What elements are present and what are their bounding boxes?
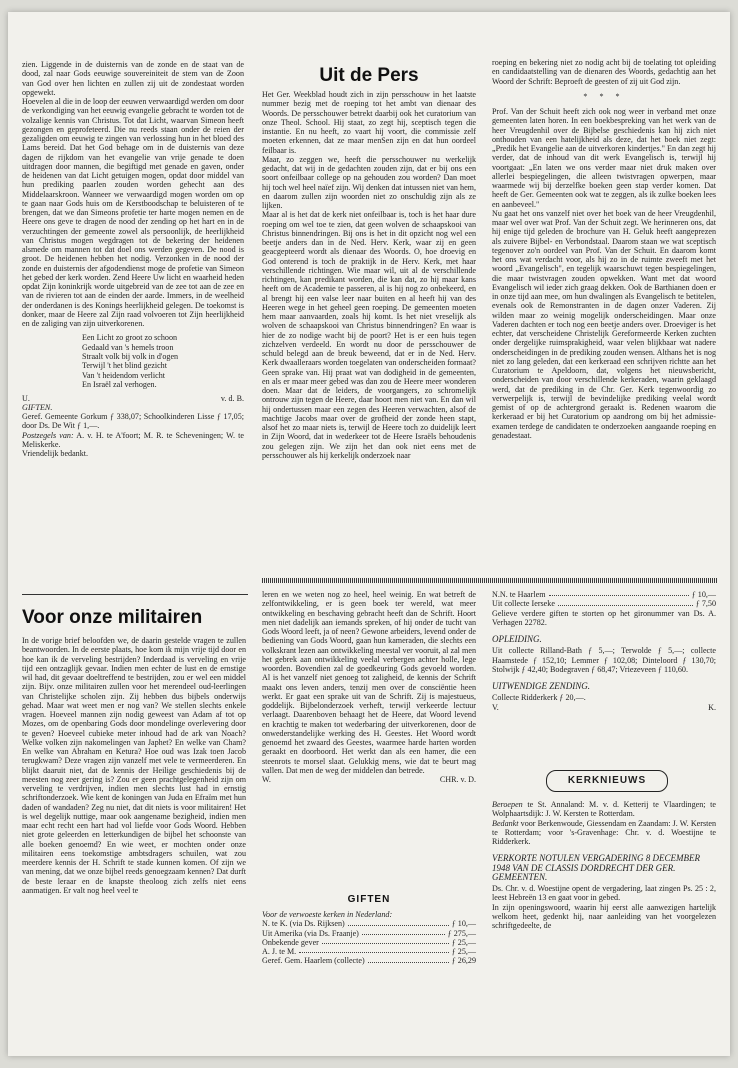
bedankt-label: Bedankt [492,818,519,828]
paragraph: Het Ger. Weekblad houdt zich in zijn persschouw in het laatste nummer bezig met de roeping tot het ambt van dienaar des Woords. De persschouwer betrekt daarbij ook het curatorium van onze Theol. School. Hij staat, zo zegt hij, sceptisch tegen die instantie. En nu heeft, zo vaart hij voort, die commissie zelf moeten erkennen, dat ze maar menSen zijn en dat hun oordeel feilbaar is. [262,90,476,155]
poem-line: Gedaald van 's hemels troon [82,342,174,352]
paragraph: Prof. Van der Schuit heeft zich ook nog weer in verband met onze gemeenten laten horen. In een boekbespreking van het werk van de heer Vreugdenhil over de Bijbelse geschiedenis kan hij zich niet onthouden van een hatelijkheid als deze, dat het boek niet zegt: „Predik het Evangelie aan de uitverkoren kindertjes." En dan zegt hij verder, dat de inhoud van dit werk Evangelisch is, terwijl hij voortgaat: „En laten we ons verder maar niet druk maken over allerlei bespiegelingen, die alleen twistvragen opwerpen, maar waarmede wij bij derzelfke boeken geen stap verder komen. Dat heeft de Ger. Gemeenten ook wat te zeggen, als ik zulke boeken lees en aanbeveel." [492,107,716,209]
gift-label: N.N. te Haarlem [492,590,546,599]
thanks-text: Vriendelijk bedankt. [22,449,89,459]
poem-line: En Israël zal verhogen. [82,380,157,390]
postzegels-text [22,431,244,450]
signature-left: V. [492,702,499,712]
gift-label: Geref. Gem. Haarlem (collecte) [262,956,365,966]
leader-dots [348,919,449,925]
opleiding-heading: OPLEIDING. [492,634,542,644]
separator-stars: * * * [583,91,625,101]
leader-dots [558,599,693,605]
bedankt-value: voor Berkenwoude, Giessendam en Zaandam: J. W. Kersten te Rotterdam; voor 's-Gravenhage: Chr. v. d. Woestijne te Ridderkerk. [492,818,716,846]
paragraph: Maar, zo zeggen we, heeft die persschouwer nu werkelijk gedacht, dat wij in de gedachten zouden zijn, dat er bij ons een soort onfeilbaar college op na gehouden zou worden? Dan moet hij toch wel heel naïef zijn. Wij denken dat intussen niet van hem, en daarom zullen zijn woorden niet zo onschuldig zijn als ze lijken. [262,154,476,210]
poem-line: Een Licht zo groot zo schoon [82,333,178,343]
signature-right: CHR. v. D. [439,775,476,784]
column-1-top [22,60,244,458]
list-item [262,947,476,956]
gift-label: N. te K. (via Ds. Rijksen) [262,919,345,929]
giften-list [262,910,476,966]
zending-text: Collecte Ridderkerk ƒ 20,—. [492,693,586,703]
signature-left: W. [262,775,271,784]
beroepen-text [492,800,716,819]
column-1-bottom [22,636,246,895]
column-3-bottom [492,590,716,712]
gift-amount: ƒ 26,29 [451,956,476,966]
poem-line: Van 't heidendom verlicht [82,370,166,380]
gift-amount: ƒ 275,— [447,928,476,938]
newspaper-page [8,12,730,1056]
bedankt-text [492,819,716,847]
poem-line: Terwijl 't het blind gezicht [82,361,167,371]
column-3-top [492,58,716,440]
section-title-giften: GIFTEN [347,894,391,905]
leader-dots [368,956,449,962]
column-2-top [262,90,476,460]
giro-text: Gelieve verdere giften te storten op het gironummer van Ds. A. Verhagen 22782. [492,608,716,627]
paragraph: Maar al is het dat de kerk niet onfeilbaar is, toch is het haar dure roeping om wel toe te zien, dat geen wolven de schaapskooi van Christus binnendringen. Bij ons is het in dit opzicht nog wel een beetje anders dan in de Ned. Herv. Kerk, waar zij en geen geacgepteerd wordt als dienaar des Woords. O, hoe droevig en God onterend is toch de praktijk in de Herv. Kerk, met haar verschillende richtingen. Wie maar wil, uit al de verschillende richtingen, kan predikant worden, die kan dat, zo hij maar kans heeft om de Academie te passeren, al is hij nog zo onbekeerd, en al brengt hij een valse leer naar buiten en al heeft hij van des Heeren wege in het geheel geen roeping. De gemeenten moeten hem maar aanvaarden, zoals hij komt. Is het niet vreselijk als wolven de schaapskooi van Christus binnendringen? En waar is hier de zo nodige wacht bij de poort? Het is er een huis tegen zichzelven verdeeld. En wordt nu door de persschouwer de schuld belegd aan de breuk beweend, dat er in de Ned. Herv. Kerk dwaalleraars worden toegelaten van onderscheiden formaat? Geen sprake van. Hij praat wat van dodigheid in de gemeenten, en als er maar meer gebed was dan zou de Heere meer wonderen doen. Maar dat de leiders, de voorgangers, zo schromelijk ontrouw zijn tegen de Heere, daar hoort men niet van. En dan wil hij ondertussen maar een zegen des Heeren verwachten, alsof de machtige Jacobs maar over de grofheid der zonde heen stapt, alsof het zo maar niets is, terwijl de Heere toch zo duidelijk leert in Zijn Woord, dat in wederkeer tot de Heere Israëls behoudenis zou gelegen zijn. We zijn het dan ook niet eens met de persschouwer als hij kerkelijk onderzoek naar [262,210,476,460]
list-item [262,919,476,928]
gift-amount: ƒ 7,50 [695,599,716,609]
postzegels-label: Postzegels van: [22,430,74,440]
paragraph: In zijn openingswoord, waarin hij eerst alle aanwezigen hartelijk welkom heet, gedenkt hij, naar aanleiding van het voorgelezen schriftgedeelte, de [492,902,716,930]
postzegels-value: A. v. H. te A'foort; M. R. te Scheveningen; W. te Meliskerke. [22,430,244,449]
section-title-voor-onze-militairen: Voor onze militairen [22,607,203,628]
giften-subtitle: Voor de verwoeste kerken in Nederland: [262,910,393,919]
paragraph: Hoevelen al die in de loop der eeuwen verwaardigd werden om door de verkondiging van het eeuwig evangelie gebracht te worden tot de volzalige kennis van Christus. Tot dat Licht, waarvan Simeon heeft gezongen en geprofeteerd. Die nu reeds staan onder de reien der gezaligden om eeuwig te zingen van verlossing hun in het bloed des Lams bereid. Dat het God behage om in de duisternis van deze dagen de rijkdom van het evangelie van vrije genade te doen uitdragen door mannen, die begiftigd met genade en gaven, onder de heidenen van dat Licht getuigen mogen, opdat door middel van hun prediking paarlen zouden worden gehecht aan des Middelaarskroon. Wanneer we verwaardigd mogen worden om op te gaan naar Gods huis om de Kerstboodschap te beluisteren of te brengen, dat we dan Simeons profetie ter harte mogen nemen en de Heere ons geve te dragen de nood der zending op het hart en in de verzuchtingen der gemeente zowel als persoonlijk, de heerlijkheid van Christus mogen wegdragen tot de bekering der heidenen alsmede om mannen tot dat doel ons werden gegeven. De nood is groot. De heidenen hebben het nodig. Verzonken in de nood der zonde en duisternis der afgodendienst moge de profetie van Simeon het gebed der kerk worden. Zend Heere Uw licht en waarheid heden opdat Zijn koninkrijk worde uitgebreid van de zee tot aan de zee en van de rivieren tot aan de einden der aarde. Immers, in de weelheid der onderdanen is des Konings heerlijkheid gelegen. De toekomst is donker, maar de Heere zal Zijn raad volvoeren tot Zijn heerlijkheid en de zaliging van zijn uitverkorenen. [22,97,244,328]
signature-left: U. [22,393,30,403]
giften-heading: GIFTEN. [22,402,53,412]
section-title-uit-de-pers: Uit de Pers [319,65,419,86]
poem [82,333,244,389]
poem-line: Straalt volk bij volk in d'ogen [82,352,179,362]
column-2-bottom [262,590,476,784]
beroepen-label: Beroepen [492,800,523,809]
list-item [492,590,716,599]
leader-dots [299,947,449,953]
gift-amount: ƒ 25,— [451,947,476,956]
beroepen-value: te St. Annaland: M. v. d. Ketterij te Vlaardingen; te Wolphaartsdijk: J. W. Kersten te Rotterdam. [492,800,716,819]
signature [262,775,476,784]
leader-dots [322,938,449,944]
giften-text: Geref. Gemeente Gorkum ƒ 338,07; Schoolkinderen Lisse ƒ 17,05; door Ds. De Wit ƒ 1,—. [22,412,244,431]
gift-label: Uit Amerika (via Ds. Fraanje) [262,928,359,938]
kerknieuws-badge: KERKNIEUWS [546,770,668,792]
gift-amount: ƒ 10,— [691,590,716,599]
leader-dots [362,929,445,935]
leader-dots [549,590,689,596]
gift-label: Uit collecte Ierseke [492,599,555,609]
gift-amount: ƒ 25,— [451,937,476,947]
zending-heading: UITWENDIGE ZENDING. [492,681,590,691]
paragraph: zien. Liggende in de duisternis van de zonde en de staat van de dood, zal naar Gods eeuwige souvereiniteit de stem van de Zoon van God over hen lichten en zullen zij uit de zondestaat worden opgewekt. [22,60,244,97]
list-item [262,929,476,938]
gift-label: Onbekende gever [262,937,319,947]
divider-band [262,578,718,583]
paragraph: leren en we weten nog zo heel, heel weinig. En wat betreft de zelfontwikkeling, er is geen boek ter wereld, wat meer ontwikkeling en beschaving gebracht heeft dan de Schrift. Hoort men niet dadelijk aan iemands spreken, of hij onder de tucht van Gods Woord leeft, ja of neen? Gewone arbeiders, levend onder de bediening van Gods Woord, gaan hun kameraden, die slechts een volkskrant lezen aan ontwikkeling meestal ver vooruit, al zal men het gebrek aan ontwikkeling veelal verbergen achter holle, lege woorden. Bovendien zal de goedkeuring Gods gevoeld worden. Al is het vanzelf niet genoeg tot zaligheid, de kennis der Schrift maakt ons leven anders, tenzij men over de consciëntie heen werkt. Er gaat een sprake uit van de Schrift. Zij is majestueus, goddelijk. Bijbelonderzoek verheft, terwijl verkeerde lectuur verlaagt. Daarenboven behaagt het de Heere, dat Woord levend en krachtig te maken tot wederbaring der uitverkorenen, door de onwederstandelijke werking des H. Geestes. Het Woord wordt genoemd het zwaard des Geestes, waarmee harde harten worden geraakt en doorboord. Het werkt dan als een hamer, die een steenrots te morsel slaat. Gelukkig mens, wie dat te beurt mag vallen. Dat men de weg der middelen dan betrede. [262,590,476,775]
gift-amount: ƒ 10,— [451,919,476,929]
signature [492,703,716,712]
list-item [262,938,476,947]
opleiding-text: Uit collecte Rilland-Bath ƒ 5,—; Terwolde ƒ 5,—; collecte Haamstede ƒ 152,10; Lemmer ƒ 102,08; Dinteloord ƒ 130,70; Stolwijk ƒ 42,40; Bodegraven ƒ 68,47; Vriezeveen ƒ 110,60. [492,646,716,674]
paragraph: Ds. Chr. v. d. Woestijne opent de vergadering, laat zingen Ps. 25 : 2, leest Hebreën 13 en gaat voor in gebed. [492,884,716,903]
notulen-heading: VERKORTE NOTULEN VERGADERING 8 DECEMBER 1948 VAN DE CLASSIS DORDRECHT DER GER. GEMEENTEN. [492,853,700,882]
divider [22,594,248,595]
gift-label: A. J. te M. [262,947,297,956]
paragraph: Nu gaat het ons vanzelf niet over het boek van de heer Vreugdenhil, maar wel over wat Prof. Van der Schuit zegt. We herinneren ons, dat hij enige tijd geleden de brochure van H. Geluk heeft aangeprezen als zuivere Bijbel- en Verbondstaal. Daarom staan we wat sceptisch tegenover zo'n oordeel van Prof. Van der Schuit. En daarom komt het ons wat verdacht voor, als hij zo in de ruimte zweeft met het woord „Evangelisch", en tegelijk waarschuwt tegen bespiegelingen, die maar twistvragen zouden opwekken. Want met dat woord Evangelisch wil ieder zich graag dekken. Ook de Barthianen doen er in onze tijd aan mee, om hun dwalingen als Evangelisch te betitelen, evenals ook de Remonstranten in de dagen onzer Vaderen. Zij wilden maar zo weinig mogelijk onderscheidingen. Maar onze Vaderen dachten er toch nog een beetje anders over. Droeviger is het echter, dat verscheidene Christelijk Gereformeerde Kerken zuchten onder dergelijke ruimsprakigheid, waar velen blijkbaar wat nadere onderscheidingen in de prediking zouden wensen. Althans het is nog niet zo lang geleden, dat een kerkeraad een schrijven richtte aan het Curatorium te Apeldoorn, dat, volgens het nieuwsbericht, onderscheiden van door verschillende kerkeraden, waarin geklaagd werd, dat de prediking in de Chr. Ger. Kerk tegenwoordig zo verwerpelijk is, terwijl de bevindelijke prediking veelal wordt gemist of op de achtergrond geraakt is. Redenen waarom die kerkeraad er bij het Curatorium op aandrong om bij het admissie-examen terdege de candidaten te onderzoeken aangaande roeping en genadestaat. [492,208,716,440]
signature-right: K. [708,702,716,712]
paragraph: In de vorige brief beloofden we, de daarin gestelde vragen te zullen beantwoorden. In de eerste plaats, hoe kom ik mijn vrije tijd door en hoe kan ik de verveling bestrijden? Inderdaad is verveling en vrije tijd een ontzaglijk gevaar. Indien men echter de lust en de ernstige wil had, dit gevaar doeltreffend te bestrijden, zou er wel een middel zijn. Bijv. onze militairen zullen voor het merendeel oud-leerlingen van Christelijke scholen zijn. Zij hebben dus bijbels onderwijs gehad. Maar wat weet men er nog van? We stellen slechts enkele vragen. Hoeveel mannen zijn nodig geweest van Adam af tot op Mozes, om de openbaring Gods door mondelinge overlevering door te geven? Hoeveel cubieke meter inhoud had de ark van Noach? Welke volken zijn nakomelingen van Japhet? En welke van Cham? En welke van Abraham en Ketura? Hoe oud was Izak toen Jacob terugkwam? Deze vragen zijn vanzelf met vele te vermeerderen. En blijkt daaruit niet, dat de kennis der Heilige geschiedenis bij de meesten nog zeer gering is? Zou er geen prachtgelegenheid zijn om verveling te verdrijven, indien men slechts lust had in ernstig schriftonderzoek. Wie kent de koningen van Juda en Efraïm met hun daden of wandaden? Zeg nu niet, dat dit niets is voor militairen! Het is wel degelijk nuttige, maar ook aangename bezigheid, indien men maar echt recht een hart had vol liefde voor Gods Woord. Hebben niet grote geleerden en letterkundigen de bijbel het schoonste van alle boeken genoemd? En wie weet, er mochten onder onze militairen eens toekomstige ambtsdragers schuilen, wat zou meerdere kennis der H. Schrift te stade kunnen komen. Of zijn we van mening, dat we onze bijbel reeds genoegzaam kennen? Dat durft de beste leraar en de knapste theoloog zich zelfs niet eens aanmatigen. Er valt nog heel veel te [22,636,246,895]
paragraph: roeping en bekering niet zo nodig acht bij de toelating tot opleiding en candidaatstelling van de dienaren des Woords, gedachtig aan het Woord der Schrift: Beproeft de geesten of zij uit God zijn. [492,58,716,86]
signature [22,394,244,403]
signature-right: v. d. B. [220,393,244,403]
list-item [492,599,716,608]
list-item [262,956,476,965]
column-3-kerknieuws [492,800,716,930]
